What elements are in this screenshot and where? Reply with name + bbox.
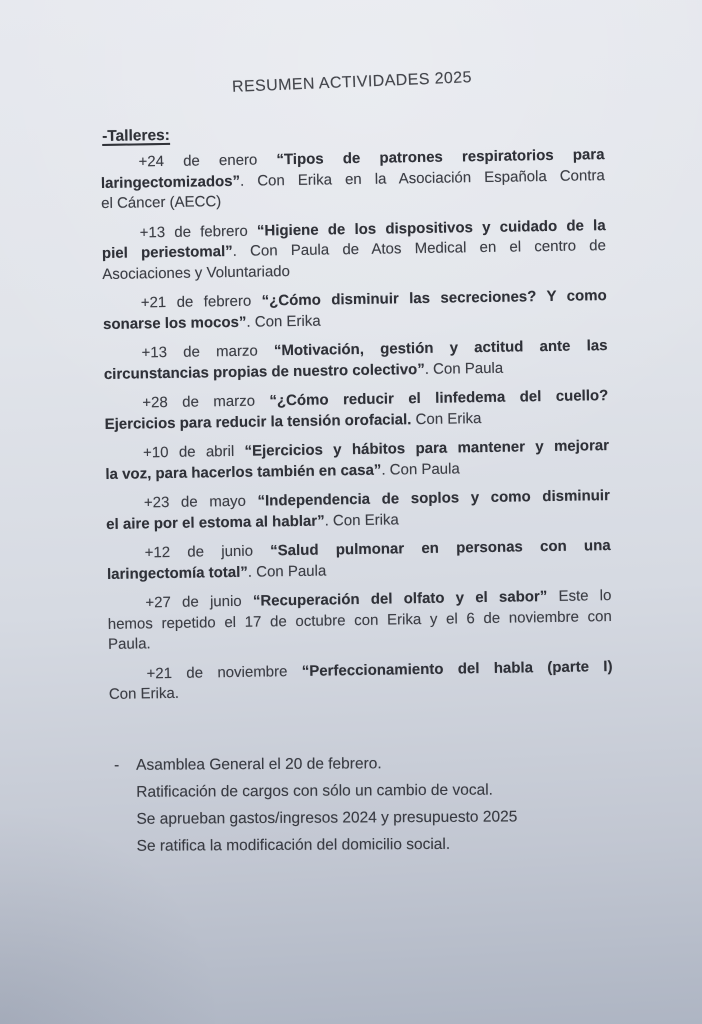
entry-text: el Cáncer (AECC)	[101, 193, 222, 212]
document-title-wrap	[100, 64, 604, 102]
talleres-entry	[100, 145, 605, 214]
note-line: Se aprueban gastos/ingresos 2024 y presupuesto 2025	[136, 807, 518, 828]
workshop-title-text: circunstancias propias de nuestro colectivo”	[103, 360, 425, 383]
page-content	[100, 69, 613, 860]
workshop-title-text: el aire por el estoma al hablar”	[106, 512, 325, 533]
entry-text: . Con Erika	[324, 510, 399, 530]
entry-text: +13 de febrero	[139, 222, 258, 241]
notes-section	[100, 748, 605, 859]
note-line: Ratificación de cargos con sólo un cambio de vocal.	[136, 781, 493, 801]
workshop-title-text: “Independencia de soplos y como disminuir	[257, 487, 610, 510]
workshop-title-text: “¿Cómo reducir el linfedema del cuello?	[269, 387, 609, 410]
talleres-entry	[107, 586, 612, 655]
workshop-title-text: “¿Cómo disminuir las secreciones? Y como	[261, 287, 607, 310]
talleres-entry	[108, 657, 613, 706]
entry-text: . Con Paula de Atos Medical en el centro de	[232, 237, 607, 260]
talleres-entry	[106, 486, 611, 535]
entry-text: Con Erika.	[108, 684, 180, 703]
notes-lines	[136, 748, 605, 859]
document-title: RESUMEN ACTIVIDADES 2025	[231, 69, 473, 96]
entry-text: +23 de mayo	[143, 492, 258, 512]
entry-text: . Con Erika en la Asociación Española Contra	[239, 166, 605, 190]
note-line: Se ratifica la modificación del domicilio social.	[136, 835, 451, 855]
entry-text: Con Erika	[411, 409, 482, 428]
entry-text: Este lo	[547, 587, 612, 606]
talleres-heading: -Talleres:	[101, 126, 171, 145]
note-line: Asamblea General el 20 de febrero.	[136, 754, 382, 774]
notes-bullet-dash: -	[114, 756, 120, 774]
talleres-entry	[105, 436, 610, 485]
entry-text: . Con Erika	[246, 312, 321, 331]
entry-text: . Con Paula	[247, 562, 327, 581]
workshop-title-text: sonarse los mocos”	[102, 313, 247, 333]
talleres-section	[100, 120, 613, 705]
entry-text: . Con Paula	[424, 359, 504, 378]
workshop-title-text: laringectomía total”	[106, 563, 248, 583]
entry-text: +28 de marzo	[142, 392, 270, 412]
entry-text: +27 de junio	[145, 592, 254, 612]
entry-text: . Con Paula	[381, 459, 460, 479]
workshop-title-text: laringectomizados”	[100, 172, 241, 192]
entry-text: +10 de abril	[142, 442, 245, 462]
workshop-title-text: “Salud pulmonar en personas con una	[270, 537, 611, 560]
workshop-title-text: “Ejercicios y hábitos para mantener y mejorar	[244, 437, 610, 460]
talleres-entry	[103, 336, 608, 385]
talleres-entry	[103, 286, 608, 335]
entry-text: +12 de junio	[144, 542, 271, 562]
entry-text: +21 de noviembre	[146, 662, 302, 682]
talleres-entries	[100, 145, 613, 705]
talleres-entry	[104, 386, 609, 435]
talleres-entry	[107, 536, 612, 585]
workshop-title-text: la voz, para hacerlos también en casa”	[105, 461, 382, 483]
workshop-title-text: “Recuperación del olfato y el sabor”	[252, 588, 548, 610]
workshop-title-text: “Higiene de los dispositivos y cuidado de la	[256, 216, 606, 240]
workshop-title-text: Ejercicios para reducir la tensión orofacial.	[104, 410, 412, 433]
entry-text: Paula.	[107, 635, 151, 653]
workshop-title-text: “Perfeccionamiento del habla (parte I)	[301, 657, 613, 680]
entry-text: +13 de marzo	[141, 342, 275, 362]
entry-text: +24 de enero	[138, 151, 277, 171]
entry-text: hemos repetido el 17 de octubre con Erika y el 6 de noviembre con	[107, 607, 612, 633]
entry-text: +21 de febrero	[140, 292, 262, 312]
talleres-entry	[102, 216, 607, 285]
entry-text: Asociaciones y Voluntariado	[102, 262, 291, 283]
workshop-title-text: “Motivación, gestión y actitud ante las	[273, 337, 608, 360]
workshop-title-text: “Tipos de patrones respiratorios para	[276, 146, 605, 169]
workshop-title-text: piel periestomal”	[101, 242, 233, 262]
